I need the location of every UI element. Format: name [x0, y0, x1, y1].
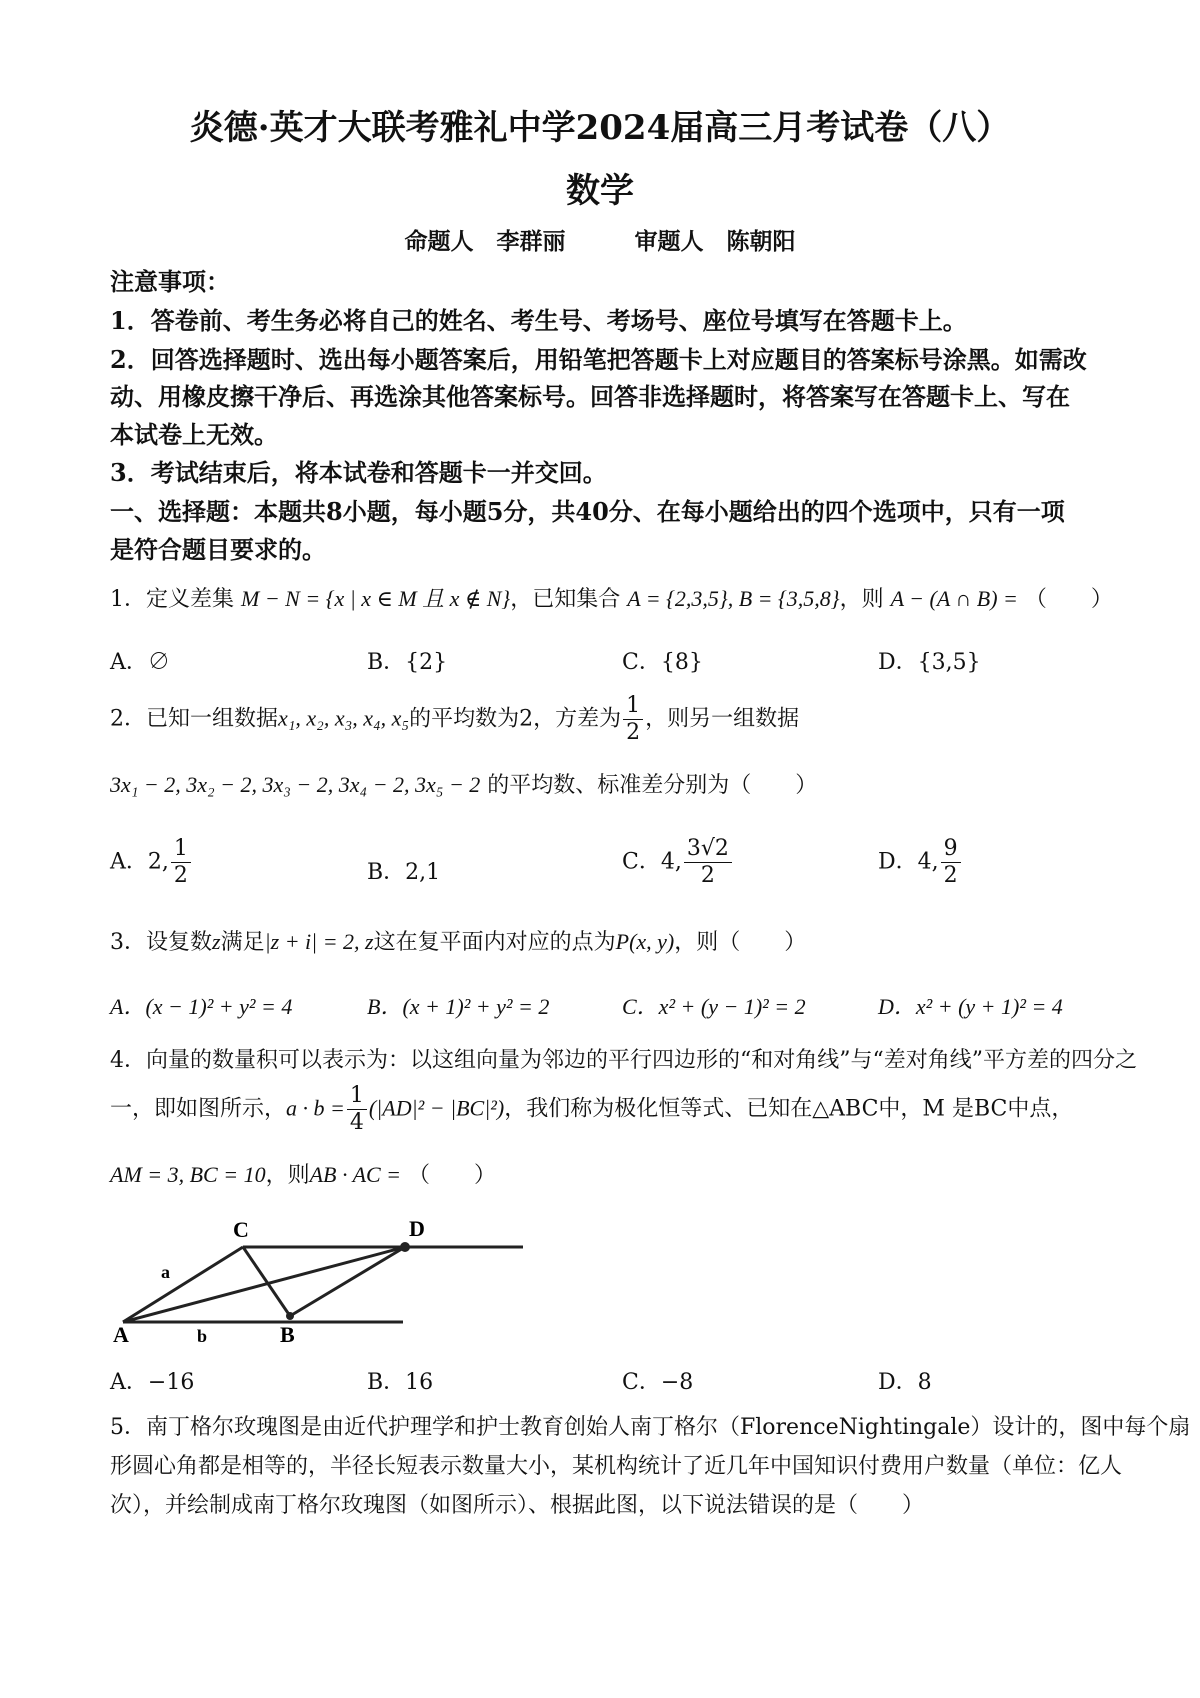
q2-prefix: 2．已知一组数据 [110, 706, 278, 732]
q1-expression: A − (A ∩ B) = [890, 586, 1018, 611]
q4-option-d: D．8 [878, 1370, 932, 1395]
notice-item-2-line3: 本试卷上无效。 [110, 420, 278, 449]
q2-frac-num: 1 [623, 695, 643, 720]
q3-option-d: D．x² + (y + 1)² = 4 [878, 994, 1063, 1019]
notice-item-1: 1．答卷前、考生务必将自己的姓名、考生号、考场号、座位号填写在答题卡上。 [110, 306, 967, 335]
q2-line2-text: 的平均数、标准差分别为（ ） [487, 773, 818, 798]
q1-prefix: 1．定义差集 [110, 587, 234, 612]
q2-option-a-fraction [171, 838, 191, 887]
label-d: D [409, 1216, 425, 1241]
q1-option-a: A．∅ [110, 650, 170, 675]
q3-option-c: C．x² + (y − 1)² = 2 [622, 994, 806, 1019]
authors-line: 命题人 李群丽 审题人 陈朝阳 [404, 228, 796, 255]
q4-frac-den: 4 [349, 1110, 364, 1135]
q4-frac-num: 1 [347, 1085, 367, 1110]
q3-point: P(x, y) [615, 929, 675, 954]
q2-c-num: 3√2 [684, 838, 732, 863]
q2-option-a [110, 838, 193, 887]
q3-tail: 这在复平面内对应的点为 [373, 930, 616, 955]
q2-option-c-fraction [684, 838, 732, 887]
q3-mid: 满足 [220, 930, 265, 955]
q2-option-c-label: C．4, [622, 849, 682, 875]
q2-option-d-fraction [941, 838, 961, 887]
diagonal-cb [243, 1247, 290, 1316]
q1-mid: ，已知集合 [510, 587, 621, 612]
exam-title: 炎德·英才大联考雅礼中学2024届高三月考试卷（八） [189, 108, 1011, 148]
q2-variance-fraction [623, 695, 643, 744]
q4-line2-prefix: 一，即如图所示， [110, 1096, 287, 1122]
q2-tail: ，则另一组数据 [645, 706, 800, 732]
label-vector-a: a [161, 1262, 170, 1282]
question-1 [110, 582, 1113, 613]
q2-data: x₁, x₂, x₃, x₄, x₅ [278, 705, 410, 731]
notice-item-2-line1: 2．回答选择题时、选出每小题答案后，用铅笔把答题卡上对应题目的答案标号涂黑。如需改 [110, 345, 1087, 374]
q3-condition: |z + i| = 2, z [264, 929, 374, 954]
q2-option-d [878, 838, 963, 887]
q1-then: ，则 [839, 587, 884, 612]
q4-option-b: B．16 [367, 1370, 434, 1395]
question-2 [110, 695, 799, 744]
q1-definition: M − N = {x | x ∈ M 且 x ∉ N} [241, 586, 511, 611]
question-5-line3: 次），并绘制成南丁格尔玫瑰图（如图所示）、根据此图，以下说法错误的是（ ） [110, 1493, 925, 1518]
label-b: B [280, 1322, 295, 1347]
label-a: A [113, 1322, 129, 1347]
q3-z: z [212, 929, 221, 954]
point-b [286, 1312, 294, 1320]
q2-option-c [622, 838, 734, 887]
parallelogram-figure [115, 1210, 485, 1345]
q1-option-d: D．{3,5} [878, 650, 981, 675]
q4-formula-left: a · b = [286, 1095, 345, 1121]
q1-option-b: B．{2} [367, 650, 448, 675]
q4-given: AM = 3, BC = 10 [110, 1162, 266, 1187]
q2-option-a-label: A．2, [110, 849, 169, 875]
q4-line3-tail: ，则 [265, 1163, 310, 1188]
question-4-line1: 4．向量的数量积可以表示为：以这组向量为邻边的平行四边形的“和对角线”与“差对角线”平方差的四分之 [110, 1048, 1137, 1073]
question-5-line2: 形圆心角都是相等的，半径长短表示数量大小，某机构统计了近几年中国知识付费用户数量（单位：亿人 [110, 1454, 1123, 1479]
q3-end: ，则（ ） [674, 930, 807, 955]
q1-sets: A = {2,3,5}, B = {3,5,8} [627, 586, 840, 611]
q2-mid: 的平均数为2，方差为 [409, 706, 622, 732]
question-2-line2 [110, 768, 817, 799]
subject-title: 数学 [566, 171, 634, 211]
q3-prefix: 3．设复数 [110, 930, 212, 955]
notice-item-2-line2: 动、用橡皮擦干净后、再选涂其他答案标号。回答非选择题时，将答案写在答题卡上、写在 [110, 382, 1070, 411]
q2-frac-den: 2 [626, 720, 641, 745]
q1-answer-blank: （ ） [1024, 587, 1113, 612]
q2-new-data: 3x₁ − 2, 3x₂ − 2, 3x₃ − 2, 3x₄ − 2, 3x₅ − 2 [110, 772, 481, 797]
notice-item-3: 3．考试结束后，将本试卷和答题卡一并交回。 [110, 458, 607, 487]
q4-line2-tail: ，我们称为极化恒等式、已知在△ABC中，M 是BC中点， [504, 1096, 1074, 1122]
question-5-line1: 5．南丁格尔玫瑰图是由近代护理学和护士教育创始人南丁格尔（FlorenceNightingale）设计的，图中每个扇 [110, 1415, 1191, 1440]
point-d [400, 1242, 410, 1252]
diagonal-ad [123, 1247, 405, 1322]
notice-heading: 注意事项： [110, 267, 230, 296]
section1-line2: 是符合题目要求的。 [110, 535, 326, 564]
q2-a-den: 2 [173, 863, 188, 888]
label-vector-b: b [197, 1326, 208, 1346]
section1-line1: 一、选择题：本题共8小题，每小题5分，共40分、在每小题给出的四个选项中，只有一项 [110, 497, 1065, 526]
edge-bd [290, 1247, 405, 1316]
q4-quarter-fraction [347, 1085, 367, 1134]
q4-answer-blank: （ ） [408, 1163, 497, 1188]
q3-option-a: A．(x − 1)² + y² = 4 [110, 994, 293, 1019]
q2-option-b: B．2,1 [367, 860, 441, 885]
q4-target: AB · AC = [309, 1162, 402, 1187]
question-4-line3 [110, 1158, 496, 1189]
q2-a-num: 1 [171, 838, 191, 863]
q2-c-den: 2 [700, 863, 715, 888]
q2-d-num: 9 [941, 838, 961, 863]
q4-option-a: A．−16 [110, 1370, 195, 1395]
q3-option-b: B．(x + 1)² + y² = 2 [367, 994, 550, 1019]
q2-d-den: 2 [943, 863, 958, 888]
q4-formula-right: (|AD|² − |BC|²) [368, 1095, 505, 1121]
label-c: C [233, 1217, 249, 1242]
question-4-line2 [110, 1085, 1073, 1134]
q1-option-c: C．{8} [622, 650, 703, 675]
edge-ac [123, 1247, 243, 1322]
q4-option-c: C．−8 [622, 1370, 694, 1395]
question-3 [110, 925, 806, 956]
q2-option-d-label: D．4, [878, 849, 939, 875]
